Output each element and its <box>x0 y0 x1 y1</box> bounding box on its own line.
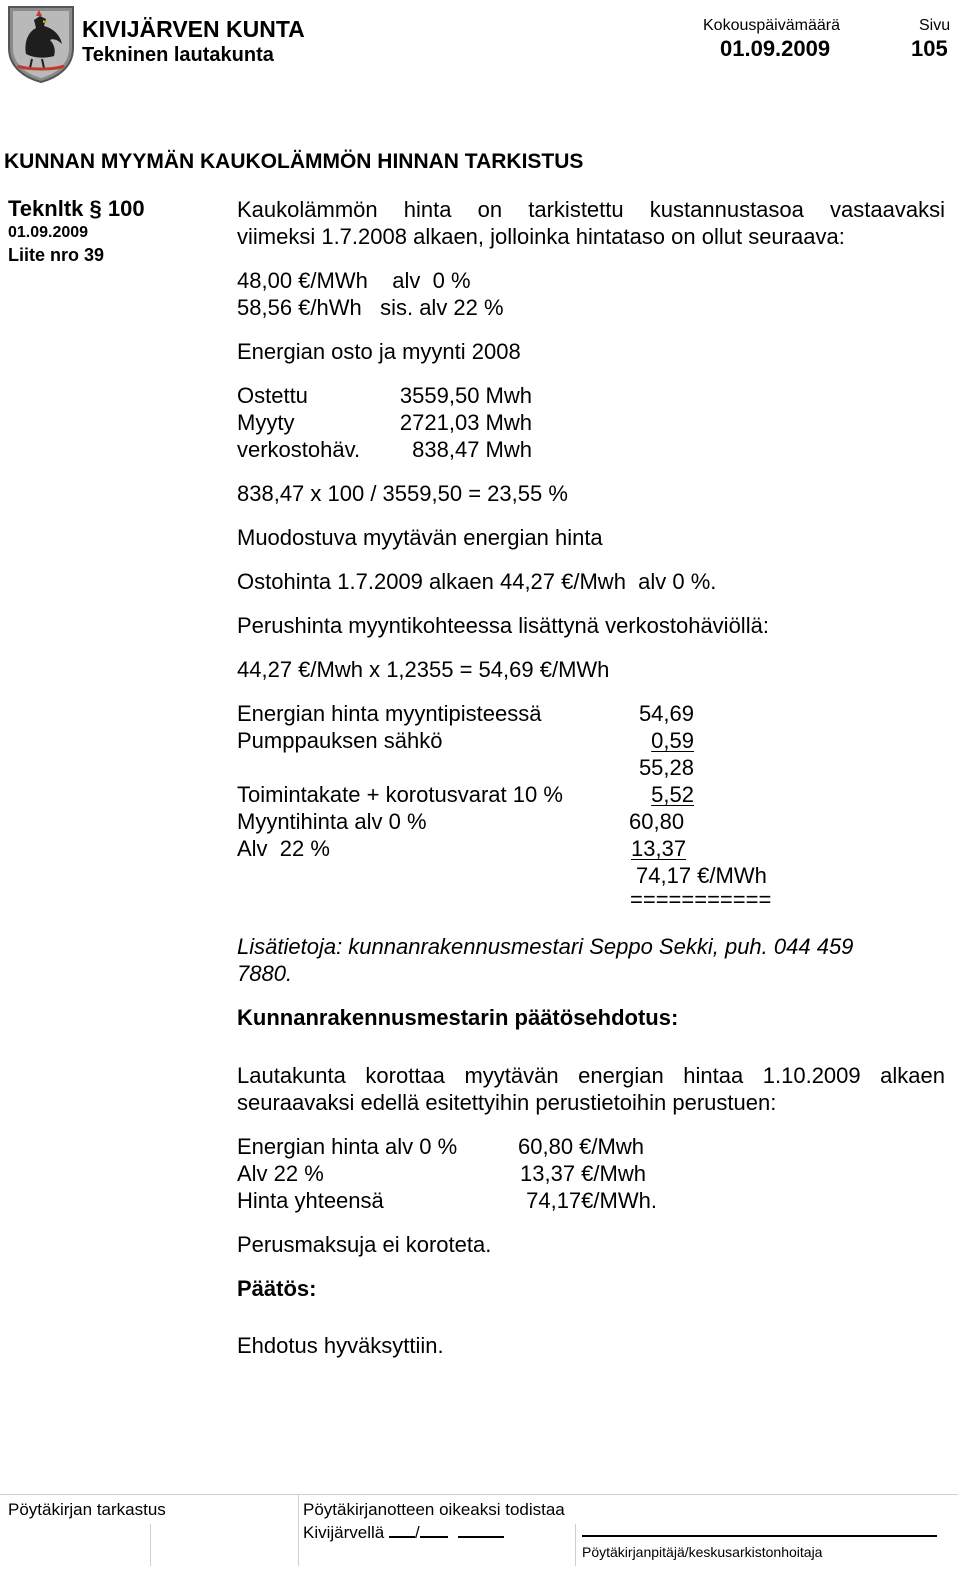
final-row-value: 60,80 €/Mwh <box>518 1134 644 1159</box>
energy-row-value: 2721,03 Mwh <box>399 410 532 435</box>
base-price-calculation: 44,27 €/Mwh x 1,2355 = 54,69 €/MWh <box>237 657 610 682</box>
intro-line-1: Kaukolämmön hinta on tarkistettu kustannustasoa vastaavaksi <box>237 197 945 222</box>
energy-heading: Energian osto ja myynti 2008 <box>237 339 521 364</box>
date-day-blank <box>389 1520 415 1538</box>
loss-calculation: 838,47 x 100 / 3559,50 = 23,55 % <box>237 481 568 506</box>
energy-row-label: Myyty <box>237 410 295 435</box>
double-rule: =========== <box>630 887 772 912</box>
previous-price-line-1: 48,00 €/MWh alv 0 % <box>237 268 471 293</box>
energy-row-value: 838,47 Mwh <box>412 437 532 462</box>
calc-row-value: 5,52 <box>651 782 694 807</box>
more-info-line-2: 7880. <box>237 961 293 986</box>
attachment-number: Liite nro 39 <box>8 245 105 265</box>
final-row-label: Hinta yhteensä <box>237 1188 384 1213</box>
resulting-price-heading: Muodostuva myytävän energian hinta <box>237 525 603 550</box>
calc-total-value: 74,17 €/MWh <box>636 863 767 888</box>
calc-row-label: Pumppauksen sähkö <box>237 728 443 753</box>
calc-row-label: Toimintakate + korotusvarat 10 % <box>237 782 563 807</box>
committee-name: Tekninen lautakunta <box>82 44 274 66</box>
document-title: KUNNAN MYYMÄN KAUKOLÄMMÖN HINNAN TARKISTUS <box>4 150 584 173</box>
footer-place-date <box>303 1520 504 1543</box>
proposal-heading: Kunnanrakennusmestarin päätösehdotus: <box>237 1005 679 1030</box>
decision-heading: Päätös: <box>237 1276 317 1301</box>
calc-row-value: 0,59 <box>651 728 694 753</box>
footer-signer-title: Pöytäkirjanpitäjä/keskusarkistonhoitaja <box>582 1544 823 1560</box>
energy-row-label: Ostettu <box>237 383 308 408</box>
intro-line-2: viimeksi 1.7.2008 alkaen, jolloinka hintataso on ollut seuraava: <box>237 224 845 249</box>
footer-check-label: Pöytäkirjan tarkastus <box>8 1500 166 1519</box>
decision-text: Ehdotus hyväksyttiin. <box>237 1333 444 1358</box>
footer-certify-label: Pöytäkirjanotteen oikeaksi todistaa <box>303 1500 565 1519</box>
final-row-value: 74,17€/MWh. <box>520 1188 657 1213</box>
date-year-blank <box>458 1520 504 1538</box>
signature-line <box>582 1535 937 1537</box>
organization-name: KIVIJÄRVEN KUNTA <box>82 16 305 42</box>
calc-row-value: 13,37 <box>631 836 687 861</box>
basic-fees-note: Perusmaksuja ei koroteta. <box>237 1232 492 1257</box>
final-row-value: 13,37 €/Mwh <box>520 1161 646 1186</box>
footer-divider <box>150 1524 151 1566</box>
final-row-label: Alv 22 % <box>237 1161 324 1186</box>
calc-row-value: 54,69 <box>638 701 694 726</box>
energy-row-value: 3559,50 Mwh <box>399 383 532 408</box>
section-reference: Teknltk § 100 <box>8 196 145 221</box>
purchase-price: Ostohinta 1.7.2009 alkaen 44,27 €/Mwh alv 0 %. <box>237 569 717 594</box>
previous-price-line-2: 58,56 €/hWh sis. alv 22 % <box>237 295 504 320</box>
municipal-crest-logo <box>6 4 76 84</box>
calc-row-label: Myyntihinta alv 0 % <box>237 809 427 834</box>
meeting-date: 01.09.2009 <box>720 36 831 61</box>
page-number: 105 <box>911 36 948 61</box>
section-date: 01.09.2009 <box>8 224 89 241</box>
calc-row-label: Alv 22 % <box>237 836 330 861</box>
final-row-label: Energian hinta alv 0 % <box>237 1134 458 1159</box>
proposal-line-1: Lautakunta korottaa myytävän energian hintaa 1.10.2009 alkaen <box>237 1063 945 1088</box>
footer-divider <box>298 1494 299 1566</box>
meeting-date-label: Kokouspäivämäärä <box>703 17 840 34</box>
page-label: Sivu <box>919 17 951 34</box>
more-info-line-1: Lisätietoja: kunnanrakennusmestari Seppo Sekki, puh. 044 459 <box>237 934 854 959</box>
proposal-line-2: seuraavaksi edellä esitettyihin perustietoihin perustuen: <box>237 1090 777 1115</box>
footer-place: Kivijärvellä <box>303 1523 385 1542</box>
date-slash: / <box>414 1523 420 1542</box>
calc-row-label: Energian hinta myyntipisteessä <box>237 701 542 726</box>
base-price-heading: Perushinta myyntikohteessa lisättynä verkostohäviöllä: <box>237 613 769 638</box>
energy-row-label: verkostohäv. <box>237 437 361 462</box>
calc-subtotal-value: 55,28 <box>638 755 694 780</box>
calc-row-value: 60,80 <box>629 809 685 834</box>
date-month-blank <box>420 1520 448 1538</box>
footer-divider <box>575 1524 576 1566</box>
